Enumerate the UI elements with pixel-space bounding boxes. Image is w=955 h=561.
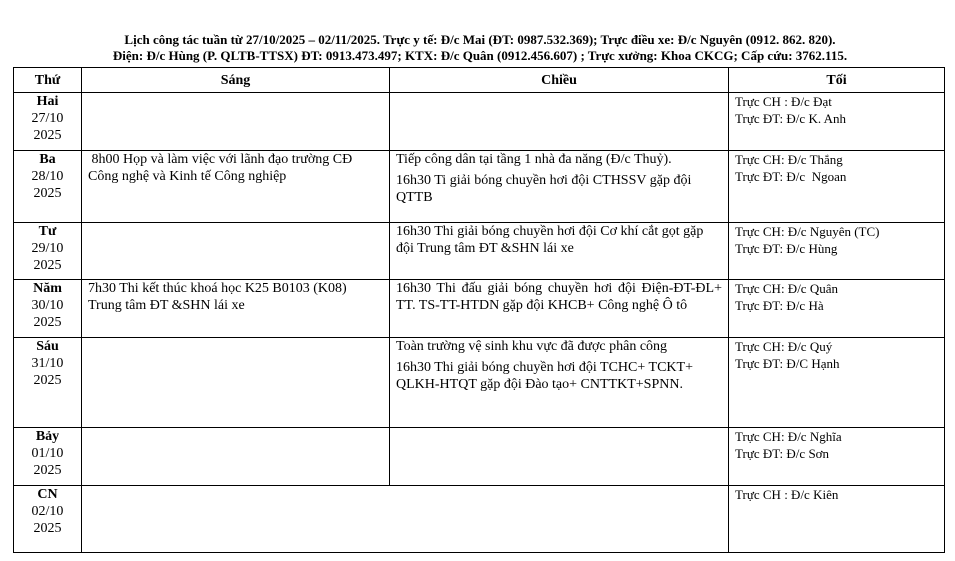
- day-date: 30/10: [31, 298, 64, 313]
- day-date: 29/10: [31, 241, 64, 256]
- day-year: 2025: [33, 258, 62, 273]
- event-text: 7h30 Thi kết thúc khoá học K25 B0103 (K08) Trung tâm ĐT &SHN lái xe: [88, 281, 347, 313]
- day-name: CN: [37, 487, 58, 502]
- day-name: Tư: [38, 224, 57, 239]
- duty-entry: Trực CH: Đ/c Quân: [735, 281, 838, 296]
- duty-entry: Trực ĐT: Đ/c Hà: [735, 298, 824, 313]
- day-cell: [14, 280, 82, 338]
- duty-entry: Trực ĐT: Đ/c Hùng: [735, 241, 838, 256]
- day-year: 2025: [33, 128, 62, 143]
- table-row: [14, 223, 945, 280]
- evening-cell: [729, 486, 945, 553]
- day-cell: [14, 151, 82, 223]
- duty-entry: Trực ĐT: Đ/c K. Anh: [735, 111, 847, 126]
- day-year: 2025: [33, 463, 62, 478]
- event-text: 16h30 Thi đấu giải bóng chuyền hơi đội Điện-ĐT-ĐL+ TT. TS-TT-HTDN gặp đội KHCB+ Công nghệ Ô tô: [396, 281, 722, 313]
- day-name: Năm: [33, 281, 62, 296]
- afternoon-cell: [390, 151, 729, 223]
- day-cell: [14, 338, 82, 428]
- column-header-morning: Sáng: [82, 68, 390, 93]
- duty-entry: Trực ĐT: Đ/C Hạnh: [735, 356, 840, 371]
- day-cell: [14, 486, 82, 553]
- morning-cell: [82, 428, 390, 486]
- event-text: 8h00 Họp và làm việc với lãnh đạo trường CĐ Công nghệ và Kinh tế Công nghiệp: [88, 152, 356, 184]
- day-date: 27/10: [31, 111, 64, 126]
- evening-cell: [729, 93, 945, 151]
- duty-entry: Trực ĐT: Đ/c Sơn: [735, 446, 830, 461]
- event-text: 16h30 Ti giải bóng chuyền hơi đội CTHSSV gặp đội QTTB: [396, 173, 692, 205]
- day-name: Ba: [39, 152, 56, 167]
- afternoon-cell: [390, 428, 729, 486]
- day-cell: [14, 428, 82, 486]
- day-year: 2025: [33, 373, 62, 388]
- day-name: Bảy: [35, 429, 60, 444]
- morning-afternoon-cell: [82, 486, 729, 553]
- event-text: Tiếp công dân tại tầng 1 nhà đa năng (Đ/c Thuỷ).: [396, 152, 672, 167]
- day-year: 2025: [33, 521, 62, 536]
- table-row: [14, 151, 945, 223]
- day-name: Hai: [36, 94, 59, 109]
- table-row: [14, 486, 945, 553]
- morning-cell: [82, 93, 390, 151]
- afternoon-cell: [390, 93, 729, 151]
- day-cell: [14, 93, 82, 151]
- day-name: Sáu: [36, 339, 59, 354]
- evening-cell: [729, 338, 945, 428]
- day-year: 2025: [33, 186, 62, 201]
- schedule-header: [30, 32, 930, 63]
- day-date: 02/10: [31, 504, 64, 519]
- morning-cell: [82, 280, 390, 338]
- morning-cell: [82, 151, 390, 223]
- table-header-row: [14, 68, 945, 93]
- event-text: 16h30 Thi giải bóng chuyền hơi đội TCHC+ TCKT+ QLKH-HTQT gặp đội Đào tạo+ CNTTKT+SPNN.: [396, 360, 693, 392]
- duty-entry: Trực ĐT: Đ/c Ngoan: [735, 169, 847, 184]
- column-header-afternoon: Chiều: [390, 68, 729, 93]
- event-text: Toàn trường vệ sinh khu vực đã được phân công: [396, 339, 668, 354]
- header-line-1: Lịch công tác tuần từ 27/10/2025 – 02/11/2025. Trực y tế: Đ/c Mai (ĐT: 0987.532.369); Trực điều xe: Đ/c Nguyên (0912. 862. 820).: [124, 32, 836, 47]
- afternoon-cell: [390, 338, 729, 428]
- afternoon-cell: [390, 223, 729, 280]
- day-cell: [14, 223, 82, 280]
- evening-cell: [729, 151, 945, 223]
- column-header-evening: Tối: [729, 68, 945, 93]
- duty-entry: Trực CH: Đ/c Quý: [735, 339, 833, 354]
- duty-entry: Trực CH : Đ/c Đạt: [735, 94, 832, 109]
- table-row: [14, 280, 945, 338]
- duty-entry: Trực CH: Đ/c Nghĩa: [735, 429, 842, 444]
- day-date: 01/10: [31, 446, 64, 461]
- table-row: [14, 428, 945, 486]
- schedule-table: [13, 67, 945, 553]
- header-line-2: Điện: Đ/c Hùng (P. QLTB-TTSX) ĐT: 0913.473.497; KTX: Đ/c Quân (0912.456.607) ; Trực xưởng: Khoa CKCG; Cấp cứu: 3762.115.: [112, 47, 848, 63]
- day-date: 31/10: [31, 356, 64, 371]
- duty-entry: Trực CH : Đ/c Kiên: [735, 487, 839, 502]
- evening-cell: [729, 280, 945, 338]
- morning-cell: [82, 338, 390, 428]
- event-text: 16h30 Thi giải bóng chuyền hơi đội Cơ khí cắt gọt gặp đội Trung tâm ĐT &SHN lái xe: [396, 224, 704, 256]
- duty-entry: Trực CH: Đ/c Thắng: [735, 152, 843, 167]
- table-row: [14, 93, 945, 151]
- day-date: 28/10: [31, 169, 64, 184]
- table-row: [14, 338, 945, 428]
- morning-cell: [82, 223, 390, 280]
- afternoon-cell: [390, 280, 729, 338]
- duty-entry: Trực CH: Đ/c Nguyên (TC): [735, 224, 880, 239]
- evening-cell: [729, 428, 945, 486]
- evening-cell: [729, 223, 945, 280]
- column-header-day: Thứ: [14, 68, 82, 93]
- day-year: 2025: [33, 315, 62, 330]
